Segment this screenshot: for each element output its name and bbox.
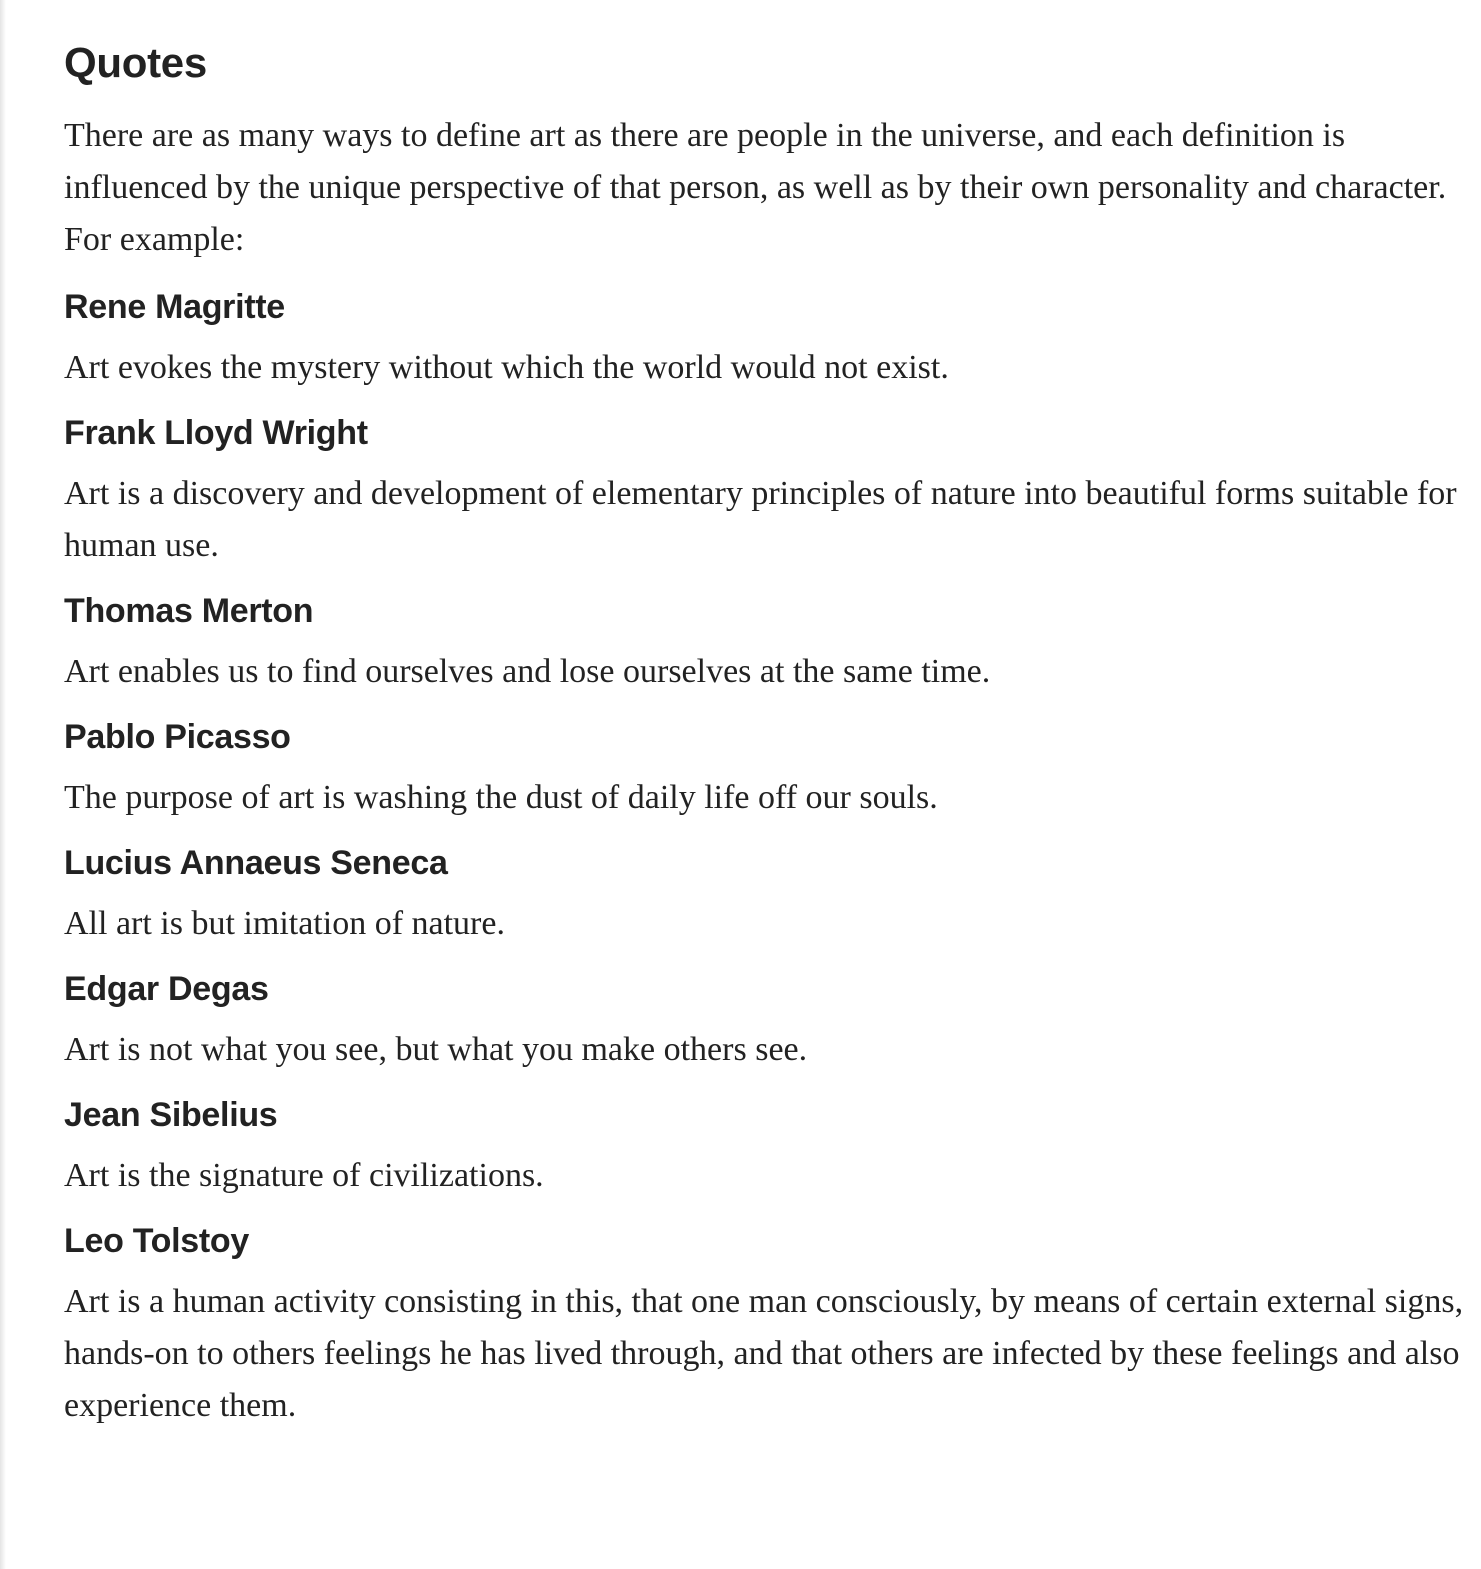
- quote-item: [64, 840, 1464, 950]
- page-left-shadow: [0, 0, 6, 1569]
- quotes-article: [64, 40, 1464, 1448]
- quote-text: The purpose of art is washing the dust of daily life off our souls.: [64, 779, 938, 817]
- quote-text: Art is not what you see, but what you make others see.: [64, 1031, 808, 1069]
- quote-item: [64, 1092, 1464, 1202]
- quote-text: All art is but imitation of nature.: [64, 905, 505, 943]
- quote-author: Frank Lloyd Wright: [64, 414, 368, 453]
- quote-author: Leo Tolstoy: [64, 1222, 249, 1261]
- quote-item: [64, 1218, 1464, 1432]
- quote-author: Thomas Merton: [64, 592, 314, 631]
- quote-author: Pablo Picasso: [64, 718, 291, 757]
- quote-text: Art is the signature of civilizations.: [64, 1157, 544, 1195]
- quote-item: [64, 410, 1464, 572]
- quote-text: Art is a discovery and development of elementary principles of nature into beautiful forms suitable for human use.: [64, 475, 1457, 565]
- quote-item: [64, 714, 1464, 824]
- section-title: Quotes: [64, 39, 207, 86]
- quote-author: Lucius Annaeus Seneca: [64, 844, 448, 883]
- quote-item: [64, 284, 1464, 394]
- quote-text: Art is a human activity consisting in this, that one man consciously, by means of certain external signs, hands-on to others feelings he has lived through, and that others are infected by these feelings and also experience them.: [64, 1283, 1464, 1425]
- quote-text: Art evokes the mystery without which the world would not exist.: [64, 349, 949, 387]
- quote-author: Rene Magritte: [64, 288, 285, 327]
- quote-item: [64, 966, 1464, 1076]
- quote-author: Jean Sibelius: [64, 1096, 278, 1135]
- intro-paragraph: There are as many ways to define art as there are people in the universe, and each definition is influenced by the unique perspective of that person, as well as by their own personality and character. For example:: [64, 117, 1447, 259]
- quote-author: Edgar Degas: [64, 970, 269, 1009]
- quote-text: Art enables us to find ourselves and lose ourselves at the same time.: [64, 653, 991, 691]
- quote-item: [64, 588, 1464, 698]
